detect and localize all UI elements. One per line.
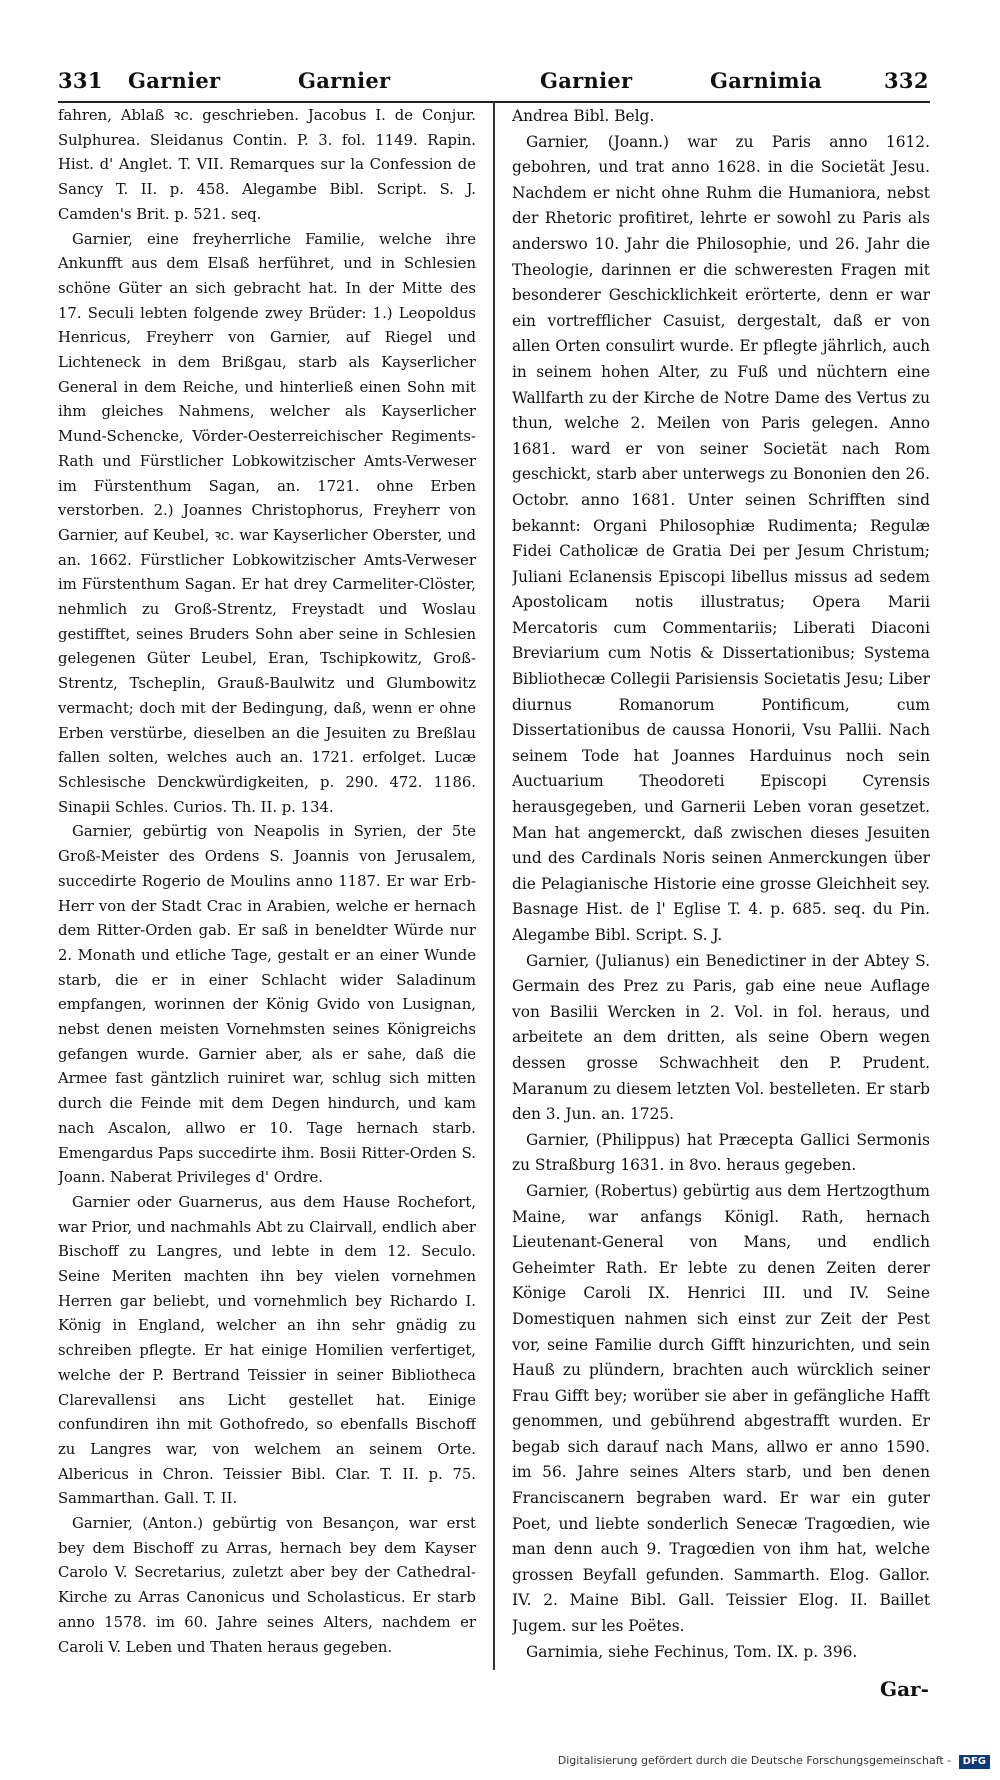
entry-paragraph: Garnier, (Julianus) ein Benedictiner in der Abtey S. Germain des Prez zu Paris, gab eine neue Auflage von Basilii Wercken in 2. Vol. in fol. heraus, und arbeitete an dem dritten, als seine Obern wegen dessen grosse Schwachheit den P. Prudent. Maranum zu diesem letzten Vol. bestelleten. Er starb den 3. Jun. an. 1725. bbox=[512, 951, 930, 1124]
entry-paragraph: Garnier, (Joann.) war zu Paris anno 1612. gebohren, und trat anno 1628. in die Societät Jesu. Nachdem er nicht ohne Ruhm die Humaniora, nebst der Rhetoric profitiret, lehrte er sowohl zu Paris als anderswo 10. Jahr die Philosophie, und 26. Jahr die Theologie, darinnen er die schweresten Fragen mit besonderer Geschicklichkeit erörterte, denn er war ein vortrefflicher Casuist, dergestalt, daß er von allen Orten consulirt wurde. Er pflegte jährlich, auch in seinem hohen Alter, zu Fuß und nüchtern eine Wallfarth zu der Kirche de Notre Dame des Vertus zu thun, welche 2. Meilen von Paris gelegen. Anno 1681. ward er von seiner Societät nach Rom geschickt, starb aber unterwegs zu Bononien den 26. Octobr. anno 1681. Unter seinen Schrifften sind bekannt: Organi Philosophiæ Rudimenta; Regulæ Fidei Catholicæ de Gratia Dei per Jesum Christum; Juliani Eclanensis Episcopi libellus missus ad sedem Apostolicam notis illustratus; Opera Marii Mercatoris cum Commentariis; Liberati Diaconi Breviarium cum Notis & Dissertationibus; Systema Bibliothecæ Collegii Parisiensis Societatis Jesu; Liber diurnus Romanorum Pontificum, cum Dissertationibus de caussa Honorii, Vsu Pallii. Nach seinem Tode hat Joannes Harduinus noch sein Auctuarium Theodoreti Episcopi Cyrensis herausgegeben, und Garnerii Leben voran gesetzet. Man hat angemerckt, daß zwischen dieses Jesuiten und des Cardinals Noris seinen Anmerckungen über die Pelagianische Historie eine grosse Gleichheit sey. Basnage Hist. de l' Eglise T. 4. p. 685. seq. du Pin. Alegambe Bibl. Script. S. J. bbox=[512, 132, 930, 944]
footer-credit: Digitalisierung gefördert durch die Deutsche Forschungsgemeinschaft - bbox=[557, 1754, 952, 1767]
digitization-footer bbox=[558, 1754, 990, 1769]
left-page-number: 331 bbox=[58, 68, 103, 93]
entry-paragraph: Andrea Bibl. Belg. bbox=[512, 107, 655, 125]
entry-paragraph: Garnier, (Anton.) gebürtig von Besançon, war erst bey dem Bischoff zu Arras, hernach bey dem Kayser Carolo V. Secretarius, zuletzt aber bey der Cathedral-Kirche zu Arras Canonicus und Scholasticus. Er starb anno 1578. im 60. Jahre seines Alters, nachdem er Caroli V. Leben und Thaten heraus gegeben. bbox=[58, 1515, 476, 1656]
entry-paragraph: Garnier, (Robertus) gebürtig aus dem Hertzogthum Maine, war anfangs Königl. Rath, hernach Lieutenant-General von Mans, und endlich Geheimter Rath. Er lebte zu denen Zeiten derer Könige Caroli IX. Henrici III. und IV. Seine Domestiquen nahmen sich einst zur Zeit der Pest vor, seine Familie durch Gifft hinzurichten, und sein Hauß zu plündern, brachten auch würcklich seiner Frau Gifft bey; worüber sie aber in gefängliche Hafft genommen, und gebührend abgestrafft wurden. Er begab sich darauf nach Mans, allwo er anno 1590. im 56. Jahre seines Alters starb, und ben denen Franciscanern begraben ward. Er war ein guter Poet, und liebte sonderlich Senecæ Tragœdien, wie man denn auch 9. Tragœdien von ihm hat, welche grossen Beyfall gefunden. Sammarth. Elog. Gallor. IV. 2. Maine Bibl. Gall. Teissier Elog. II. Baillet Jugem. sur les Poëtes. bbox=[512, 1181, 930, 1636]
right-guide-word-1: Garnier bbox=[540, 68, 633, 93]
right-column bbox=[512, 104, 930, 1668]
entry-paragraph: fahren, Ablaß ꝛc. geschrieben. Jacobus I. de Conjur. Sulphurea. Sleidanus Contin. P. 3. fol. 1149. Rapin. Hist. d' Anglet. T. VII. Remarques sur la Confession de Sancy T. II. p. 458. Alegambe Bibl. Script. S. J. Camden's Brit. p. 521. seq. bbox=[58, 107, 476, 223]
running-header bbox=[0, 62, 1000, 102]
entry-paragraph: Garnier oder Guarnerus, aus dem Hause Rochefort, war Prior, und nachmahls Abt zu Clairvall, endlich aber Bischoff zu Langres, und lebte in dem 12. Seculo. Seine Meriten machten ihn bey vielen vornehmen Herren gar beliebt, und vornehmlich bey Richardo I. König in England, welcher an ihn sehr gnädig zu schreiben pflegte. Er hat einige Homilien verfertiget, welche der P. Bertrand Teissier in seiner Bibliotheca Clarevallensi ans Licht gestellet hat. Einige confundiren ihn mit Gothofredo, so ebenfalls Bischoff zu Langres war, von welchem an seinem Orte. Albericus in Chron. Teissier Bibl. Clar. T. II. p. 75. Sammarthan. Gall. T. II. bbox=[58, 1193, 476, 1508]
left-guide-word-2: Garnier bbox=[298, 68, 391, 93]
right-guide-word-2: Garnimia bbox=[710, 68, 823, 93]
entry-paragraph: Garnier, (Philippus) hat Præcepta Gallici Sermonis zu Straßburg 1631. in 8vo. heraus gegeben. bbox=[512, 1130, 930, 1175]
right-page-number: 332 bbox=[884, 68, 929, 93]
catchword: Gar- bbox=[880, 1677, 929, 1701]
column-divider bbox=[493, 102, 495, 1670]
dfg-logo: DFG bbox=[959, 1755, 990, 1769]
left-guide-word-1: Garnier bbox=[128, 68, 221, 93]
left-column bbox=[58, 104, 476, 1668]
entry-paragraph: Garnier, gebürtig von Neapolis in Syrien, der 5te Groß-Meister des Ordens S. Joannis von Jerusalem, succedirte Rogerio de Moulins anno 1187. Er war Erb-Herr von der Stadt Crac in Arabien, welche er hernach dem Ritter-Orden gab. Er saß in beneldter Würde nur 2. Monath und etliche Tage, gestalt er an einer Wunde starb, die er in einer Schlacht wider Saladinum empfangen, worinnen der König Gvido von Lusignan, nebst denen meisten Vornehmsten seines Königreichs gefangen wurde. Garnier aber, als er sahe, daß die Armee fast gäntzlich ruiniret war, schlug sich mitten durch die Feinde mit dem Degen hindurch, und kam nach Ascalon, allwo er 10. Tage hernach starb. Emengardus Paps succedirte ihm. Bosii Ritter-Orden S. Joann. Naberat Privileges d' Ordre. bbox=[58, 823, 476, 1187]
entry-paragraph: Garnier, eine freyherrliche Familie, welche ihre Ankunfft aus dem Elsaß herführet, und in Schlesien schöne Güter an sich gebracht hat. In der Mitte des 17. Seculi lebten folgende zwey Brüder: 1.) Leopoldus Henricus, Freyherr von Garnier, auf Riegel und Lichteneck in dem Brißgau, starb als Kayserlicher General in dem Reiche, und hinterließ einen Sohn mit ihm gleiches Nahmens, welcher als Kayserlicher Mund-Schencke, Vörder-Oesterreichischer Regiments-Rath und Fürstlicher Lobkowitzischer Amts-Verweser im Fürstenthum Sagan, an. 1721. ohne Erben verstorben. 2.) Joannes Christophorus, Freyherr von Garnier, auf Keubel, ꝛc. war Kayserlicher Oberster, und an. 1662. Fürstlicher Lobkowitzischer Amts-Verweser im Fürstenthum Sagan. Er hat drey Carmeliter-Clöster, nehmlich zu Groß-Strentz, Freystadt und Woslau gestifftet, seines Bruders Sohn aber seine in Schlesien gelegenen Güter Leubel, Eran, Tschipkowitz, Groß-Strentz, Tscheplin, Grauß-Baulwitz und Glumbowitz vermacht; doch mit der Bedingung, daß, wenn er ohne Erben verstürbe, dieselben an die Jesuiten zu Breßlau fallen solten, welches auch an. 1721. erfolget. Lucæ Schlesische Denckwürdigkeiten, p. 290. 472. 1186. Sinapii Schles. Curios. Th. II. p. 134. bbox=[58, 230, 476, 816]
entry-paragraph: Garnimia, siehe Fechinus, Tom. IX. p. 396. bbox=[526, 1642, 858, 1661]
